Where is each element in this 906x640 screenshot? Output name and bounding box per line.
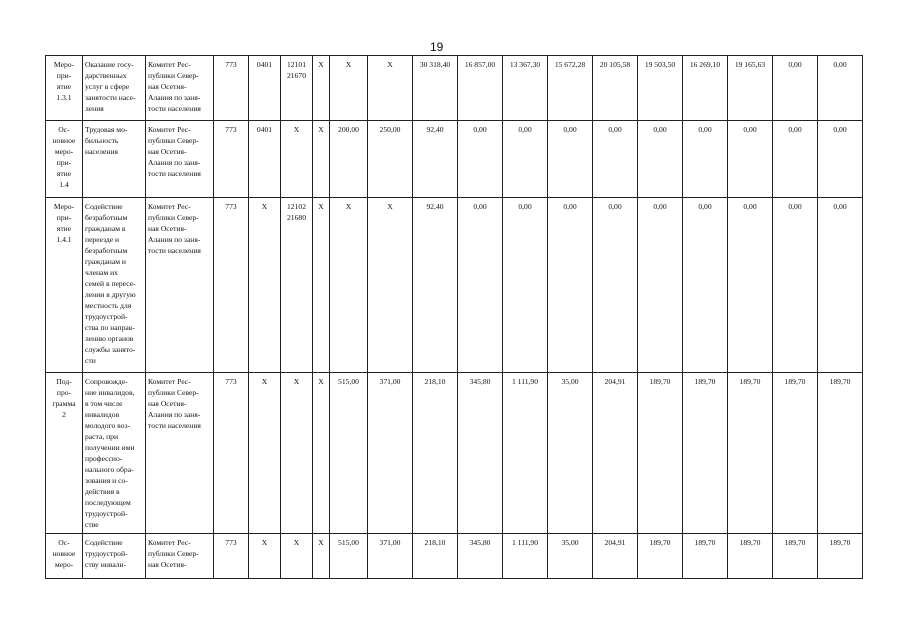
row-executor-text: Комитет Рес- публики Север- ная Осетия- Алания по заня- тости населения: [148, 377, 201, 430]
row-executor-text: Комитет Рес- публики Север- ная Осетия-: [148, 538, 199, 569]
amount-text: 189,70: [739, 377, 761, 386]
amount-cell: [728, 198, 773, 373]
value-cell: [368, 534, 413, 579]
amount-cell: [773, 121, 818, 198]
csr-code-text: 12101 21670: [287, 60, 306, 80]
amount-cell: [548, 534, 593, 579]
amount-cell: [413, 198, 458, 373]
amount-cell: [683, 373, 728, 534]
amount-cell: [548, 198, 593, 373]
row-type-text: Ос- новное меро- при- ятие 1.4: [52, 125, 76, 189]
rzpr-code-text: X: [261, 538, 268, 547]
amount-text: 189,70: [784, 377, 806, 386]
amount-cell: [683, 198, 728, 373]
value-cell: [330, 198, 368, 373]
grbs-code-text: 773: [225, 125, 237, 134]
rzpr-code-cell: [249, 56, 281, 121]
amount-cell: [503, 373, 548, 534]
amount-text: 0,00: [518, 125, 532, 134]
grbs-code-cell: [214, 56, 249, 121]
amount-text: 20 105,58: [599, 60, 631, 69]
amount-cell: [638, 534, 683, 579]
amount-cell: [638, 198, 683, 373]
amount-cell: [413, 56, 458, 121]
amount-cell: [773, 534, 818, 579]
value-cell: [330, 121, 368, 198]
csr-code-text: 12102 21680: [287, 202, 306, 222]
amount-text: 189,70: [649, 538, 671, 547]
grbs-code-text: 773: [225, 60, 237, 69]
row-name-cell: [83, 198, 146, 373]
row-executor-text: Комитет Рес- публики Север- ная Осетия- Алания по заня- тости населения: [148, 125, 201, 178]
amount-cell: [548, 56, 593, 121]
table-row: [46, 373, 906, 534]
grbs-code-cell: [214, 534, 249, 579]
amount-text: 204,91: [604, 377, 626, 386]
amount-text: 0,00: [698, 125, 712, 134]
value-cell: [368, 198, 413, 373]
row-executor-cell: [146, 198, 214, 373]
row-type-text: Ос- новное меро-: [52, 538, 76, 569]
value-text: 250,00: [379, 125, 401, 134]
amount-cell: [773, 373, 818, 534]
vr-code-text: X: [318, 60, 324, 69]
value-text: 200,00: [338, 125, 359, 134]
row-type-cell: [46, 56, 83, 121]
amount-text: 189,70: [694, 538, 716, 547]
amount-cell: [593, 534, 638, 579]
row-name-cell: [83, 373, 146, 534]
row-name-text: Содействие трудоустрой- ству инвали-: [85, 538, 128, 569]
amount-text: 1 111,90: [511, 377, 538, 386]
amount-cell: [593, 56, 638, 121]
row-name-cell: [83, 56, 146, 121]
amount-cell: [818, 56, 863, 121]
amount-cell: [638, 56, 683, 121]
row-executor-cell: [146, 534, 214, 579]
grbs-code-text: 773: [225, 202, 237, 211]
row-type-text: Меро- при- ятие 1.4.1: [53, 202, 75, 244]
amount-cell: [503, 56, 548, 121]
amount-cell: [728, 56, 773, 121]
vr-code-text: X: [318, 202, 324, 211]
value-cell: [330, 373, 368, 534]
amount-cell: [413, 534, 458, 579]
value-text: 515,00: [338, 377, 359, 386]
amount-text: 0,00: [743, 125, 757, 134]
amount-text: 189,70: [739, 538, 761, 547]
amount-text: 189,70: [694, 377, 716, 386]
row-executor-text: Комитет Рес- публики Север- ная Осетия- Алания по заня- тости населения: [148, 60, 201, 113]
amount-text: 0,00: [833, 202, 847, 211]
csr-code-cell: [281, 56, 313, 121]
vr-code-cell: [313, 198, 330, 373]
value-cell: [330, 534, 368, 579]
vr-code-text: X: [318, 377, 324, 386]
amount-cell: [818, 534, 863, 579]
csr-code-cell: [281, 198, 313, 373]
value-cell: [368, 56, 413, 121]
amount-text: 35,00: [561, 538, 579, 547]
rzpr-code-cell: [249, 198, 281, 373]
amount-cell: [728, 121, 773, 198]
amount-text: 0,00: [788, 125, 802, 134]
rzpr-code-cell: [249, 121, 281, 198]
vr-code-cell: [313, 56, 330, 121]
amount-text: 0,00: [833, 125, 847, 134]
amount-cell: [728, 373, 773, 534]
value-cell: [368, 373, 413, 534]
amount-text: 0,00: [473, 125, 487, 134]
row-name-text: Оказание госу- дарственных услуг в сфере занятости насе- ления: [85, 60, 136, 113]
amount-text: 189,70: [829, 538, 851, 547]
rzpr-code-text: 0401: [256, 60, 273, 69]
amount-text: 0,00: [563, 202, 577, 211]
amount-text: 0,00: [608, 202, 622, 211]
amount-cell: [683, 56, 728, 121]
amount-text: 19 165,63: [734, 60, 766, 69]
rzpr-code-cell: [249, 373, 281, 534]
amount-text: 16 857,00: [464, 60, 496, 69]
grbs-code-text: 773: [225, 538, 237, 547]
amount-text: 1 111,90: [511, 538, 538, 547]
amount-cell: [458, 56, 503, 121]
amount-text: 13 367,30: [509, 60, 541, 69]
grbs-code-cell: [214, 121, 249, 198]
amount-cell: [593, 121, 638, 198]
vr-code-cell: [313, 534, 330, 579]
vr-code-text: X: [318, 538, 324, 547]
amount-text: 30 318,40: [419, 60, 451, 69]
amount-text: 0,00: [518, 202, 532, 211]
rzpr-code-cell: [249, 534, 281, 579]
page-number: 19: [430, 40, 444, 54]
amount-text: 345,80: [469, 538, 491, 547]
amount-cell: [728, 534, 773, 579]
value-text: 371,00: [379, 538, 401, 547]
value-cell: [368, 121, 413, 198]
grbs-code-cell: [214, 373, 249, 534]
row-name-cell: [83, 534, 146, 579]
amount-cell: [638, 121, 683, 198]
amount-text: 0,00: [833, 60, 847, 69]
amount-cell: [638, 373, 683, 534]
grbs-code-text: 773: [225, 377, 237, 386]
amount-text: 218,10: [424, 377, 446, 386]
amount-text: 0,00: [788, 60, 802, 69]
amount-text: 0,00: [608, 125, 622, 134]
amount-text: 92,40: [426, 125, 444, 134]
row-name-text: Сопровожде- ние инвалидов, в том числе инвалидов молодого воз- раста, при получении ими профессио- нального обра- зования и со- действия в последующем трудоустрой- стве: [85, 377, 135, 529]
amount-text: 189,70: [784, 538, 806, 547]
amount-text: 0,00: [698, 202, 712, 211]
row-type-cell: [46, 121, 83, 198]
row-name-text: Содействие безработным гражданам в переезде и безработным гражданам и членам их семей в пересе- лении в другую местность для трудоустрой- ства по направ- лению органов службы занято- сти: [85, 202, 136, 365]
amount-cell: [773, 198, 818, 373]
amount-text: 345,80: [469, 377, 491, 386]
value-text: X: [387, 60, 393, 69]
value-text: X: [387, 202, 393, 211]
amount-text: 0,00: [563, 125, 577, 134]
row-executor-cell: [146, 373, 214, 534]
csr-code-cell: [281, 534, 313, 579]
table-row: [46, 56, 906, 121]
amount-cell: [503, 534, 548, 579]
amount-cell: [683, 534, 728, 579]
amount-cell: [773, 56, 818, 121]
value-text: X: [345, 60, 352, 69]
value-text: 515,00: [338, 538, 359, 547]
amount-text: 15 672,28: [554, 60, 586, 69]
value-text: X: [345, 202, 352, 211]
amount-cell: [548, 121, 593, 198]
amount-cell: [503, 121, 548, 198]
amount-text: 0,00: [788, 202, 802, 211]
amount-cell: [458, 121, 503, 198]
amount-cell: [548, 373, 593, 534]
amount-text: 35,00: [561, 377, 579, 386]
rzpr-code-text: X: [261, 377, 268, 386]
amount-cell: [593, 198, 638, 373]
amount-text: 0,00: [653, 202, 667, 211]
row-executor-text: Комитет Рес- публики Север- ная Осетия- Алания по заня- тости населения: [148, 202, 201, 255]
csr-code-text: X: [293, 538, 300, 547]
row-type-text: Меро- при- ятие 1.3.1: [53, 60, 75, 102]
budget-table: [45, 55, 906, 579]
amount-text: 19 503,50: [644, 60, 676, 69]
amount-cell: [413, 373, 458, 534]
amount-cell: [458, 373, 503, 534]
amount-text: 189,70: [649, 377, 671, 386]
rzpr-code-text: 0401: [256, 125, 273, 134]
csr-code-text: X: [293, 377, 300, 386]
amount-cell: [818, 198, 863, 373]
amount-cell: [458, 534, 503, 579]
amount-cell: [503, 198, 548, 373]
value-text: 371,00: [379, 377, 401, 386]
amount-text: 0,00: [743, 202, 757, 211]
row-name-text: Трудовая мо- бильность населения: [85, 125, 128, 156]
csr-code-text: X: [293, 125, 300, 134]
amount-text: 0,00: [473, 202, 487, 211]
table-row: [46, 121, 906, 198]
amount-text: 204,91: [604, 538, 626, 547]
row-executor-cell: [146, 121, 214, 198]
amount-text: 92,40: [426, 202, 444, 211]
vr-code-cell: [313, 121, 330, 198]
amount-cell: [818, 373, 863, 534]
amount-cell: [458, 198, 503, 373]
amount-cell: [683, 121, 728, 198]
value-cell: [330, 56, 368, 121]
vr-code-cell: [313, 373, 330, 534]
amount-cell: [818, 121, 863, 198]
amount-cell: [413, 121, 458, 198]
grbs-code-cell: [214, 198, 249, 373]
amount-text: 16 269,10: [689, 60, 721, 69]
row-type-cell: [46, 534, 83, 579]
table-row: [46, 534, 906, 579]
row-type-cell: [46, 198, 83, 373]
row-type-cell: [46, 373, 83, 534]
row-executor-cell: [146, 56, 214, 121]
rzpr-code-text: X: [261, 202, 268, 211]
amount-text: 0,00: [653, 125, 667, 134]
vr-code-text: X: [318, 125, 324, 134]
amount-text: 189,70: [829, 377, 851, 386]
amount-text: 218,10: [424, 538, 446, 547]
row-type-text: Под- про- грамма 2: [52, 377, 76, 419]
csr-code-cell: [281, 121, 313, 198]
amount-cell: [593, 373, 638, 534]
row-name-cell: [83, 121, 146, 198]
csr-code-cell: [281, 373, 313, 534]
table-row: [46, 198, 906, 373]
